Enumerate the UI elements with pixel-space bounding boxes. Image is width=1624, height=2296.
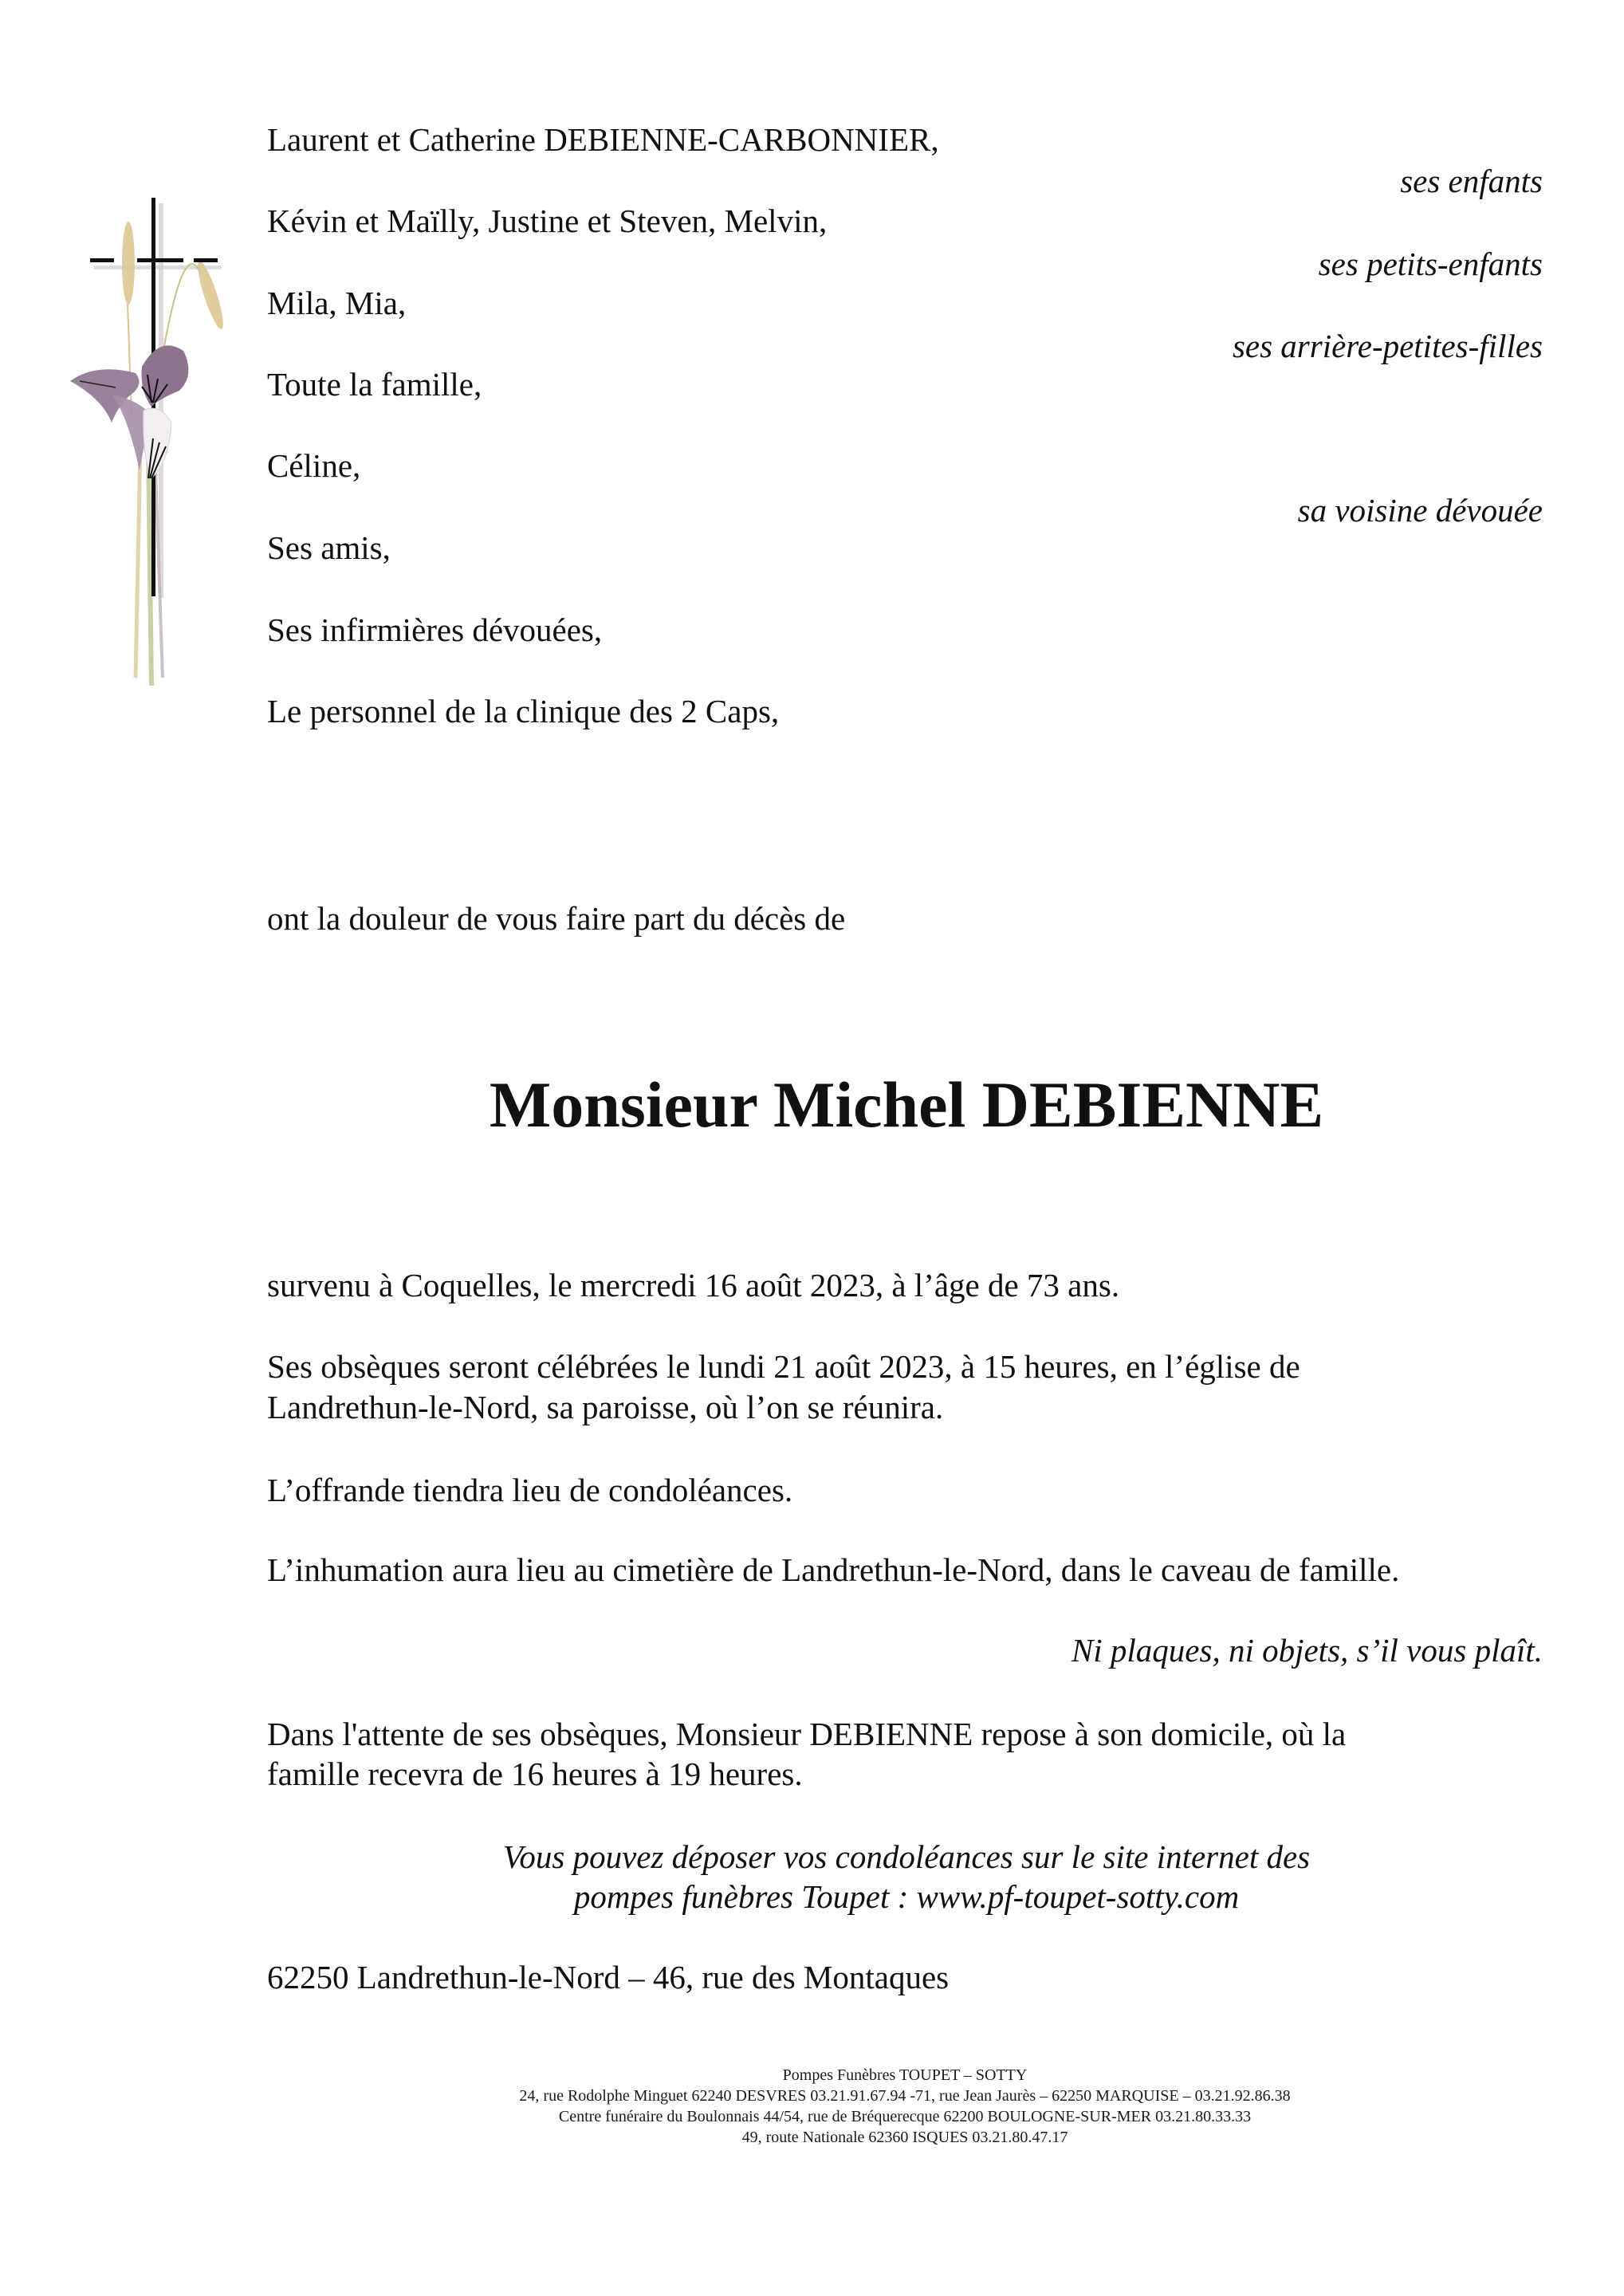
family-line-clinic-staff: Le personnel de la clinique des 2 Caps, <box>267 693 780 729</box>
cross-lily-illustration <box>48 183 255 694</box>
cross-horizontal <box>90 258 114 262</box>
footer-address-isques: 49, route Nationale 62360 ISQUES 03.21.80.47.17 <box>741 2129 1068 2146</box>
footer-address-boulogne: Centre funéraire du Boulonnais 44/54, rue de Bréquerecque 62200 BOULOGNE-SUR-MER 03.21.80.33.33 <box>558 2108 1252 2125</box>
death-info: survenu à Coquelles, le mercredi 16 août 2023, à l’âge de 73 ans. <box>267 1267 1120 1303</box>
footer-company-name: Pompes Funèbres TOUPET – SOTTY <box>782 2066 1028 2084</box>
family-line-grandchildren: Kévin et Maïlly, Justine et Steven, Melvin, <box>267 202 828 239</box>
relation-grandchildren: ses petits-enfants <box>1318 246 1543 282</box>
relation-children: ses enfants <box>1400 163 1543 199</box>
family-line-great-grandchildren: Mila, Mia, <box>267 285 407 321</box>
no-flowers-note: Ni plaques, ni objets, s’il vous plaît. <box>1071 1632 1543 1669</box>
wheat-ear-icon <box>122 222 135 305</box>
condolences-line-2: pompes funèbres Toupet : www.pf-toupet-sotty.com <box>573 1878 1240 1915</box>
burial-info: L’inhumation aura lieu au cimetière de Landrethun-le-Nord, dans le caveau de famille. <box>267 1551 1400 1588</box>
relation-great-granddaughters: ses arrière-petites-filles <box>1232 328 1543 364</box>
deceased-name: Monsieur Michel DEBIENNE <box>489 1068 1324 1141</box>
funeral-info-line-2: Landrethun-le-Nord, sa paroisse, où l’on se réunira. <box>267 1389 944 1425</box>
offering-note: L’offrande tiendra lieu de condoléances. <box>267 1472 793 1508</box>
family-line-whole-family: Toute la famille, <box>267 366 482 403</box>
condolences-line-1: Vous pouvez déposer vos condoléances sur le site internet des <box>502 1838 1311 1875</box>
announcement-text: ont la douleur de vous faire part du décès de <box>267 900 846 937</box>
visitation-line-1: Dans l'attente de ses obsèques, Monsieur DEBIENNE repose à son domicile, où la <box>267 1716 1347 1752</box>
footer-address-desvres-marquise: 24, rue Rodolphe Minguet 62240 DESVRES 03.21.91.67.94 -71, rue Jean Jaurès – 62250 MARQUISE – 03.21.92.86.38 <box>519 2087 1291 2105</box>
family-line-neighbor: Céline, <box>267 447 361 484</box>
funeral-info-line-1: Ses obsèques seront célébrées le lundi 21 août 2023, à 15 heures, en l’église de <box>267 1348 1300 1385</box>
funeral-home-footer <box>0 2065 1624 2148</box>
visitation-line-2: famille recevra de 16 heures à 19 heures. <box>267 1755 803 1792</box>
family-line-friends: Ses amis, <box>267 529 391 566</box>
relation-neighbor: sa voisine dévouée <box>1297 492 1543 529</box>
home-address: 62250 Landrethun-le-Nord – 46, rue des Montaques <box>267 1959 950 1995</box>
family-line-children: Laurent et Catherine DEBIENNE-CARBONNIER, <box>267 121 939 158</box>
family-line-nurses: Ses infirmières dévouées, <box>267 611 603 648</box>
